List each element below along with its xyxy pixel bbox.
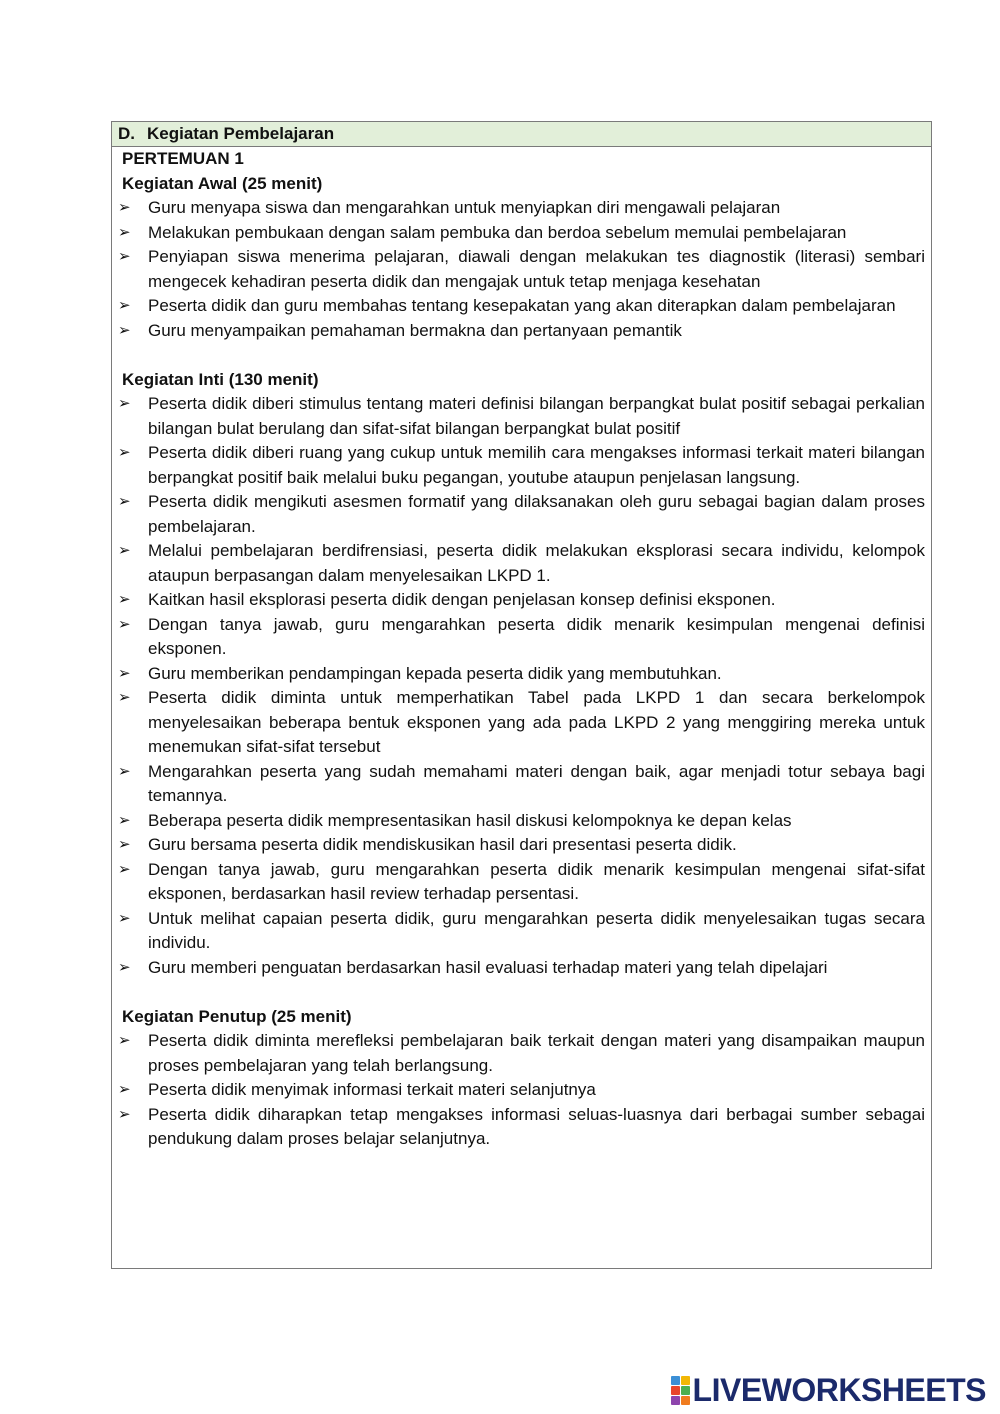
list-item-text: Guru memberikan pendampingan kepada peserta didik yang membutuhkan. — [148, 663, 722, 683]
list-item — [116, 319, 925, 344]
arrow-bullet-icon: ➢ — [118, 664, 131, 682]
arrow-bullet-icon: ➢ — [118, 248, 131, 265]
list-item — [116, 686, 925, 760]
list-item-text: Melakukan pembukaan dengan salam pembuka dan berdoa sebelum memulai pembelajaran — [148, 222, 847, 242]
arrow-bullet-icon: ➢ — [118, 591, 131, 608]
arrow-bullet-icon: ➢ — [118, 1081, 131, 1098]
arrow-bullet-icon: ➢ — [118, 199, 131, 216]
arrow-bullet-icon: ➢ — [118, 762, 131, 780]
arrow-bullet-icon: ➢ — [118, 689, 131, 706]
list-item — [116, 907, 925, 956]
inti-list — [116, 392, 925, 980]
arrow-bullet-icon: ➢ — [118, 909, 131, 927]
arrow-bullet-icon: ➢ — [118, 811, 131, 829]
list-item-text: Guru memberi penguatan berdasarkan hasil evaluasi terhadap materi yang telah dipelajari — [148, 957, 828, 977]
section-header — [112, 122, 931, 147]
liveworksheets-logo-icon — [671, 1376, 690, 1405]
list-item-text: Untuk melihat capaian peserta didik, guru mengarahkan peserta didik menyelesaikan tugas secara individu. — [148, 908, 925, 952]
list-item — [116, 613, 925, 662]
list-item-text: Peserta didik dan guru membahas tentang kesepakatan yang akan diterapkan dalam pembelajaran — [148, 296, 896, 315]
list-item-text: Peserta didik diminta untuk memperhatikan Tabel pada LKPD 1 dan secara berkelompok menyelesaikan beberapa bentuk eksponen yang ada pada LKPD 2 yang menggiring mereka untuk menemukan sifat-sifat tersebut — [148, 688, 925, 756]
list-item — [116, 833, 925, 858]
inti-heading: Kegiatan Inti (130 menit) — [122, 369, 319, 389]
meeting-title: PERTEMUAN 1 — [122, 149, 244, 168]
list-item-text: Peserta didik diminta merefleksi pembelajaran baik terkait dengan materi yang disampaikan maupun proses pembelajaran yang telah berlangsung. — [148, 1031, 925, 1075]
penutup-heading: Kegiatan Penutup (25 menit) — [122, 1006, 352, 1026]
list-item — [116, 392, 925, 441]
penutup-list — [116, 1029, 925, 1152]
brand-text: LIVEWORKSHEETS — [692, 1371, 986, 1408]
list-item — [116, 809, 925, 834]
list-item-text: Dengan tanya jawab, guru mengarahkan peserta didik menarik kesimpulan mengenai definisi eksponen. — [148, 614, 925, 658]
arrow-bullet-icon: ➢ — [118, 493, 131, 510]
list-item — [116, 1103, 925, 1152]
list-item-text: Beberapa peserta didik mempresentasikan hasil diskusi kelompoknya ke depan kelas — [148, 810, 792, 830]
list-item-text: Kaitkan hasil eksplorasi peserta didik dengan penjelasan konsep definisi eksponen. — [148, 590, 776, 609]
arrow-bullet-icon: ➢ — [118, 860, 131, 878]
list-item — [116, 441, 925, 490]
list-item — [116, 956, 925, 981]
lesson-activities-table — [111, 121, 932, 1269]
list-item — [116, 1078, 925, 1103]
list-item-text: Peserta didik diharapkan tetap mengakses informasi seluas-luasnya dari berbagai sumber sebagai pendukung dalam proses belajar selanjutnya. — [148, 1104, 925, 1148]
list-item-text: Peserta didik mengikuti asesmen formatif yang dilaksanakan oleh guru sebagai bagian dalam proses pembelajaran. — [148, 492, 925, 536]
arrow-bullet-icon: ➢ — [118, 321, 131, 339]
list-item — [116, 1029, 925, 1078]
awal-heading: Kegiatan Awal (25 menit) — [122, 173, 323, 193]
list-item-text: Peserta didik diberi stimulus tentang materi definisi bilangan berpangkat bulat positif sebagai perkalian bilangan bulat berulang dan sifat-sifat bilangan berpangkat bulat positif — [148, 394, 925, 438]
list-item — [116, 858, 925, 907]
section-content — [112, 147, 931, 1152]
list-item — [116, 539, 925, 588]
list-item — [116, 221, 925, 246]
section-title: Kegiatan Pembelajaran — [147, 124, 335, 143]
list-item-text: Peserta didik menyimak informasi terkait materi selanjutnya — [148, 1080, 596, 1099]
awal-list — [116, 196, 925, 343]
arrow-bullet-icon: ➢ — [118, 836, 131, 853]
list-item-text: Melalui pembelajaran berdifrensiasi, peserta didik melakukan eksplorasi secara individu, kelompok ataupun berpasangan dalam menyelesaikan LKPD 1. — [148, 541, 925, 585]
list-item-text: Guru bersama peserta didik mendiskusikan hasil dari presentasi peserta didik. — [148, 835, 737, 854]
arrow-bullet-icon: ➢ — [118, 395, 131, 412]
list-item — [116, 760, 925, 809]
list-item-text: Dengan tanya jawab, guru mengarahkan peserta didik menarik kesimpulan mengenai sifat-sifat eksponen, berdasarkan hasil review terhadap persentasi. — [148, 859, 925, 903]
arrow-bullet-icon: ➢ — [118, 444, 131, 461]
list-item-text: Mengarahkan peserta yang sudah memahami materi dengan baik, agar menjadi totur sebaya bagi temannya. — [148, 761, 925, 805]
list-item — [116, 662, 925, 687]
section-letter: D. — [118, 124, 135, 143]
list-item-text: Penyiapan siswa menerima pelajaran, diawali dengan melakukan tes diagnostik (literasi) sembari mengecek kehadiran peserta didik dan mengajak untuk tetap menjaga kesehatan — [148, 247, 925, 291]
list-item-text: Guru menyampaikan pemahaman bermakna dan pertanyaan pemantik — [148, 320, 682, 340]
list-item — [116, 294, 925, 319]
list-item — [116, 196, 925, 221]
list-item — [116, 588, 925, 613]
list-item — [116, 490, 925, 539]
arrow-bullet-icon: ➢ — [118, 615, 131, 633]
arrow-bullet-icon: ➢ — [118, 958, 131, 976]
arrow-bullet-icon: ➢ — [118, 1032, 131, 1049]
arrow-bullet-icon: ➢ — [118, 1105, 131, 1123]
arrow-bullet-icon: ➢ — [118, 542, 131, 559]
list-item-text: Peserta didik diberi ruang yang cukup untuk memilih cara mengakses informasi terkait materi bilangan berpangkat positif baik melalui buku pegangan, youtube ataupun penjelasan langsung. — [148, 443, 925, 487]
list-item-text: Guru menyapa siswa dan mengarahkan untuk menyiapkan diri mengawali pelajaran — [148, 198, 781, 217]
arrow-bullet-icon: ➢ — [118, 223, 131, 241]
list-item — [116, 245, 925, 294]
liveworksheets-brand[interactable] — [671, 1372, 986, 1408]
arrow-bullet-icon: ➢ — [118, 297, 131, 314]
